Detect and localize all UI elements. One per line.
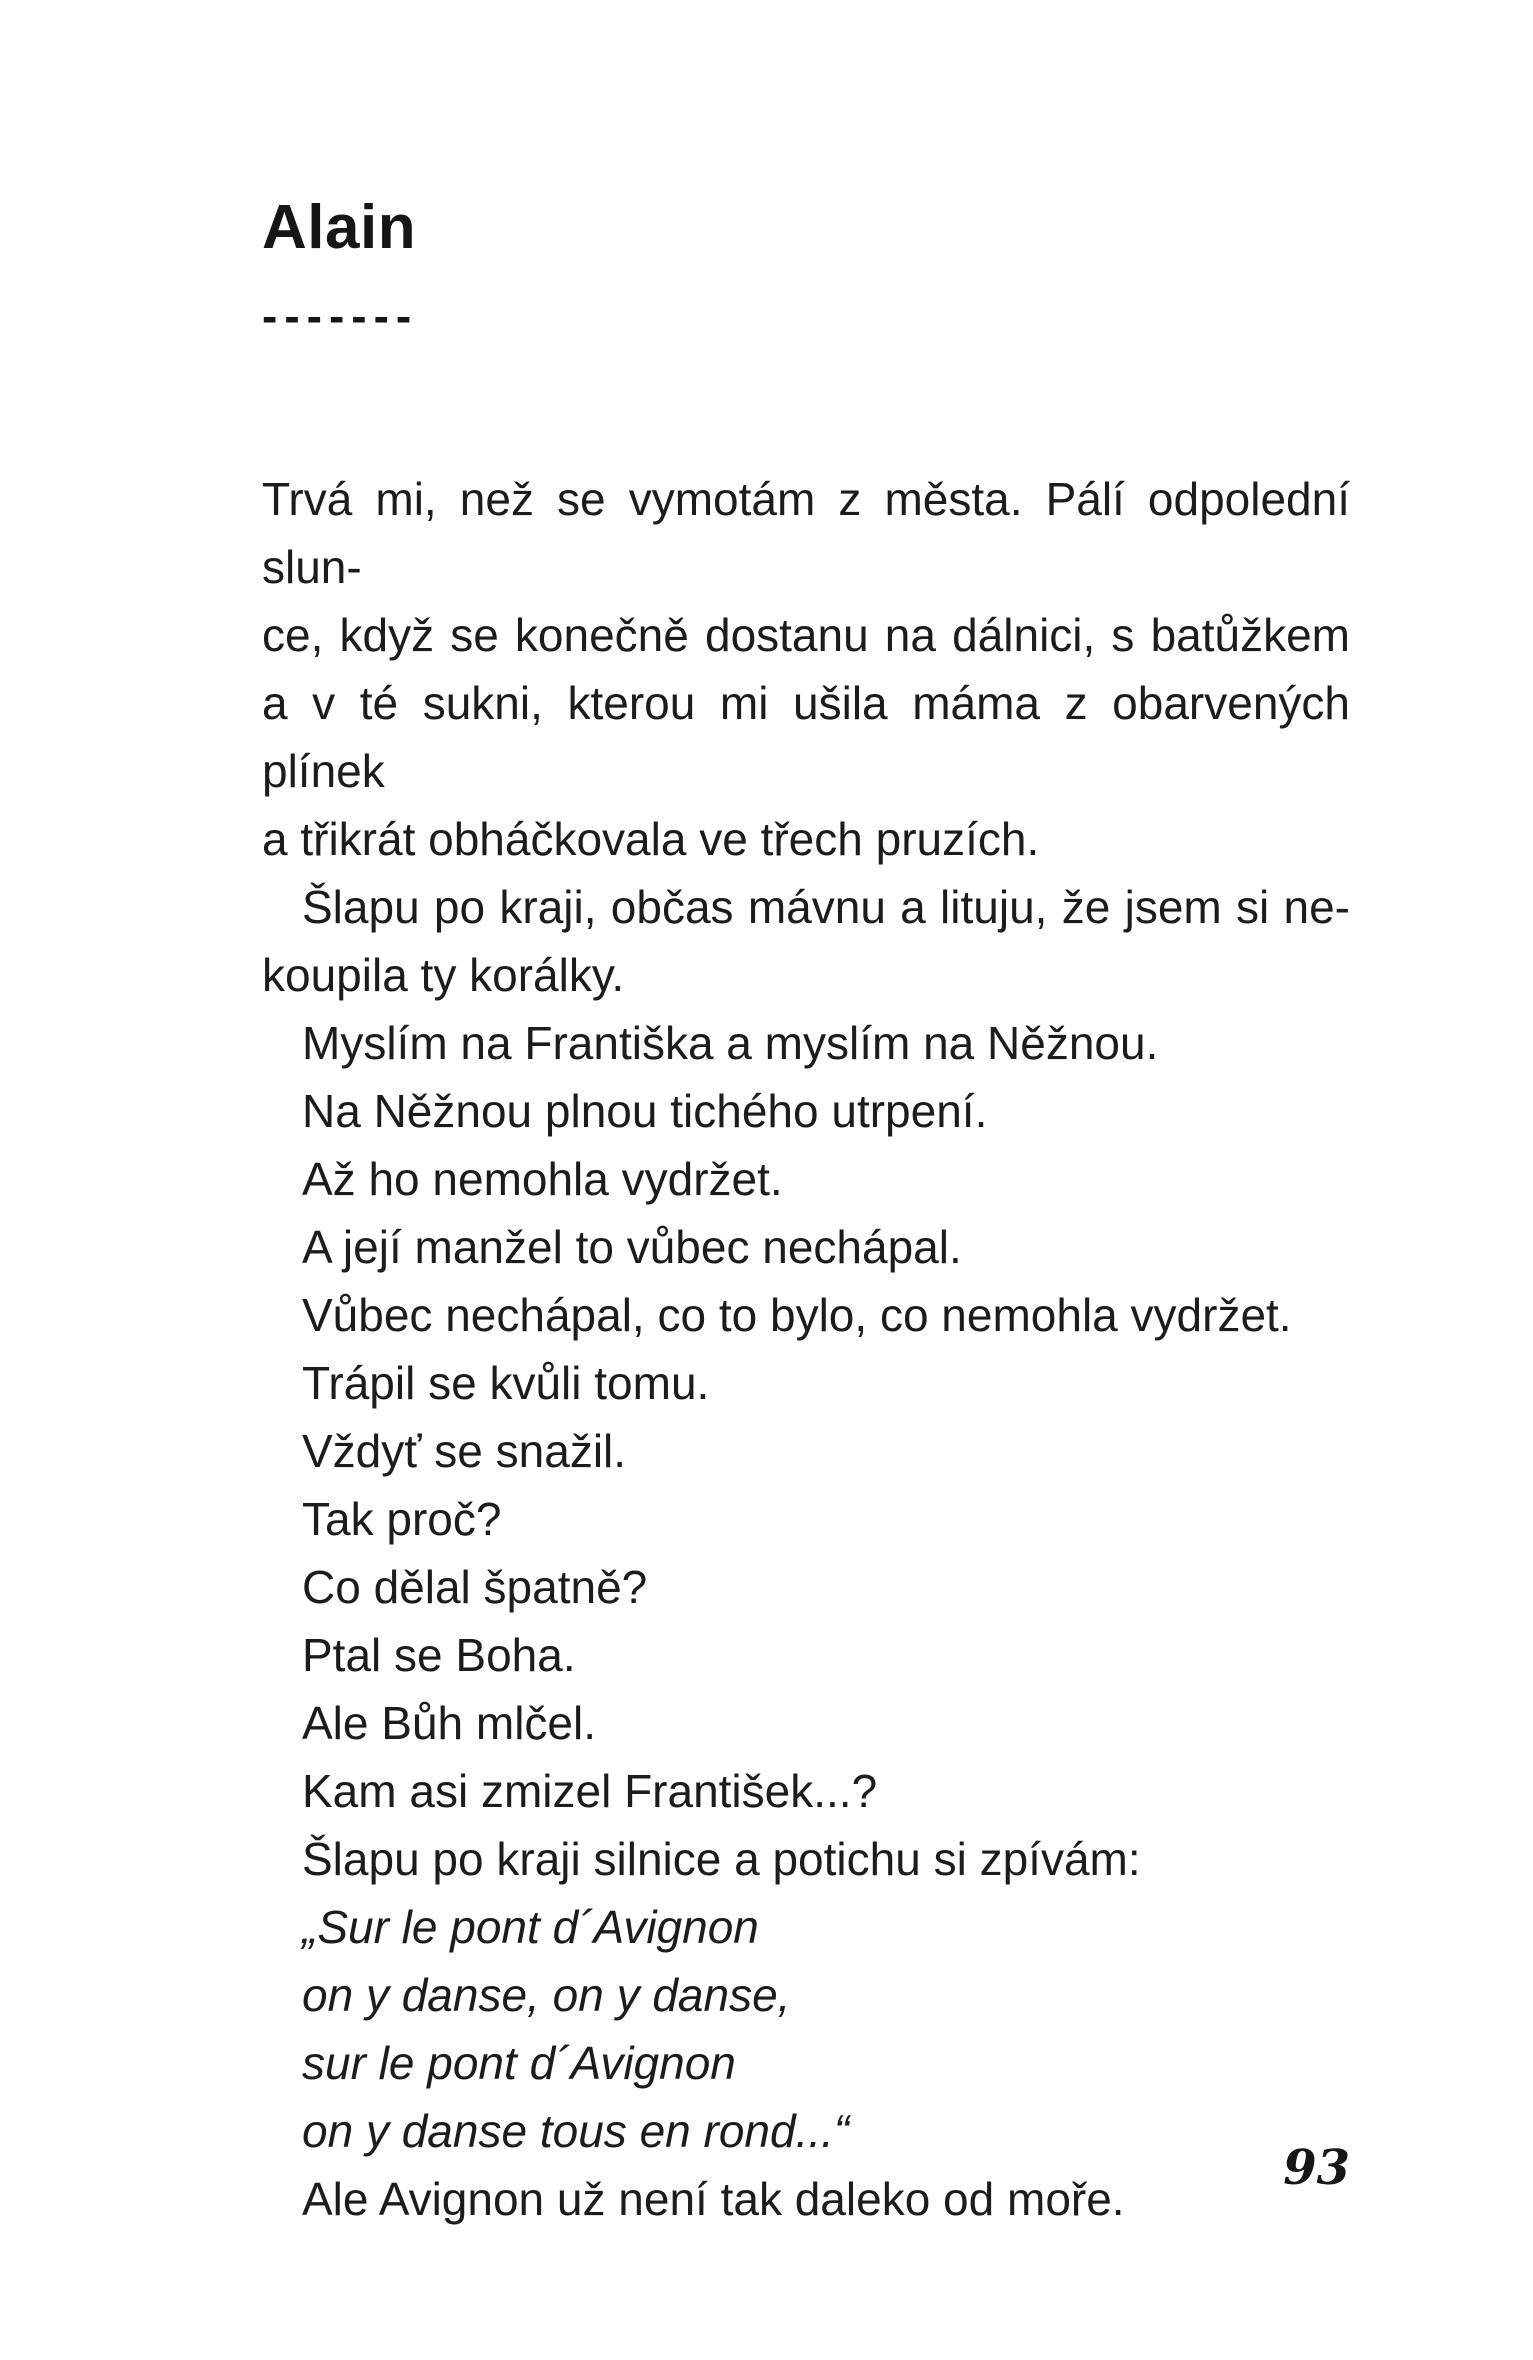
text-line: Co dělal špatně? — [302, 1561, 648, 1613]
text-line: Myslím na Františka a myslím na Něžnou. — [302, 1017, 1159, 1069]
text-line: „Sur le pont d´Avignon — [302, 1901, 759, 1953]
text-line: Až ho nemohla vydržet. — [302, 1153, 783, 1205]
text-line: ce, když se konečně dostanu na dálnici, s batůžkem — [262, 609, 1350, 661]
text-line: Kam asi zmizel František...? — [302, 1765, 878, 1817]
text-line: Vždyť se snažil. — [302, 1425, 627, 1477]
text-line: Šlapu po kraji silnice a potichu si zpívám: — [302, 1833, 1141, 1885]
text-line: Trvá mi, než se vymotám z města. Pálí odpolední slun- — [262, 473, 1350, 593]
text-line: a v té sukni, kterou mi ušila máma z obarvených plínek — [262, 677, 1350, 797]
text-line: koupila ty korálky. — [262, 949, 625, 1001]
text-line: Ale Bůh mlčel. — [302, 1697, 597, 1749]
text-line: Tak proč? — [302, 1493, 502, 1545]
text-line: sur le pont d´Avignon — [302, 2037, 736, 2089]
text-line: on y danse, on y danse, — [302, 1969, 791, 2021]
text-line: Vůbec nechápal, co to bylo, co nemohla vydržet. — [302, 1289, 1292, 1341]
text-line: A její manžel to vůbec nechápal. — [302, 1221, 962, 1273]
text-line: a třikrát obháčkovala ve třech pruzích. — [262, 813, 1040, 865]
text-line: Trápil se kvůli tomu. — [302, 1357, 710, 1409]
text-line: Na Něžnou plnou tichého utrpení. — [302, 1085, 988, 1137]
page-number: 93 — [1283, 2140, 1350, 2196]
text-line: Ale Avignon už není tak daleko od moře. — [302, 2173, 1125, 2225]
text-block — [262, 192, 1350, 2233]
text-line: Ptal se Boha. — [302, 1629, 576, 1681]
text-line: Šlapu po kraji, občas mávnu a lituju, že jsem si ne- — [302, 881, 1350, 933]
separator-dashes: ------- — [262, 290, 419, 342]
text-line: on y danse tous en rond...“ — [302, 2105, 850, 2157]
body-text — [262, 465, 1350, 2233]
page-title: Alain — [262, 193, 417, 262]
